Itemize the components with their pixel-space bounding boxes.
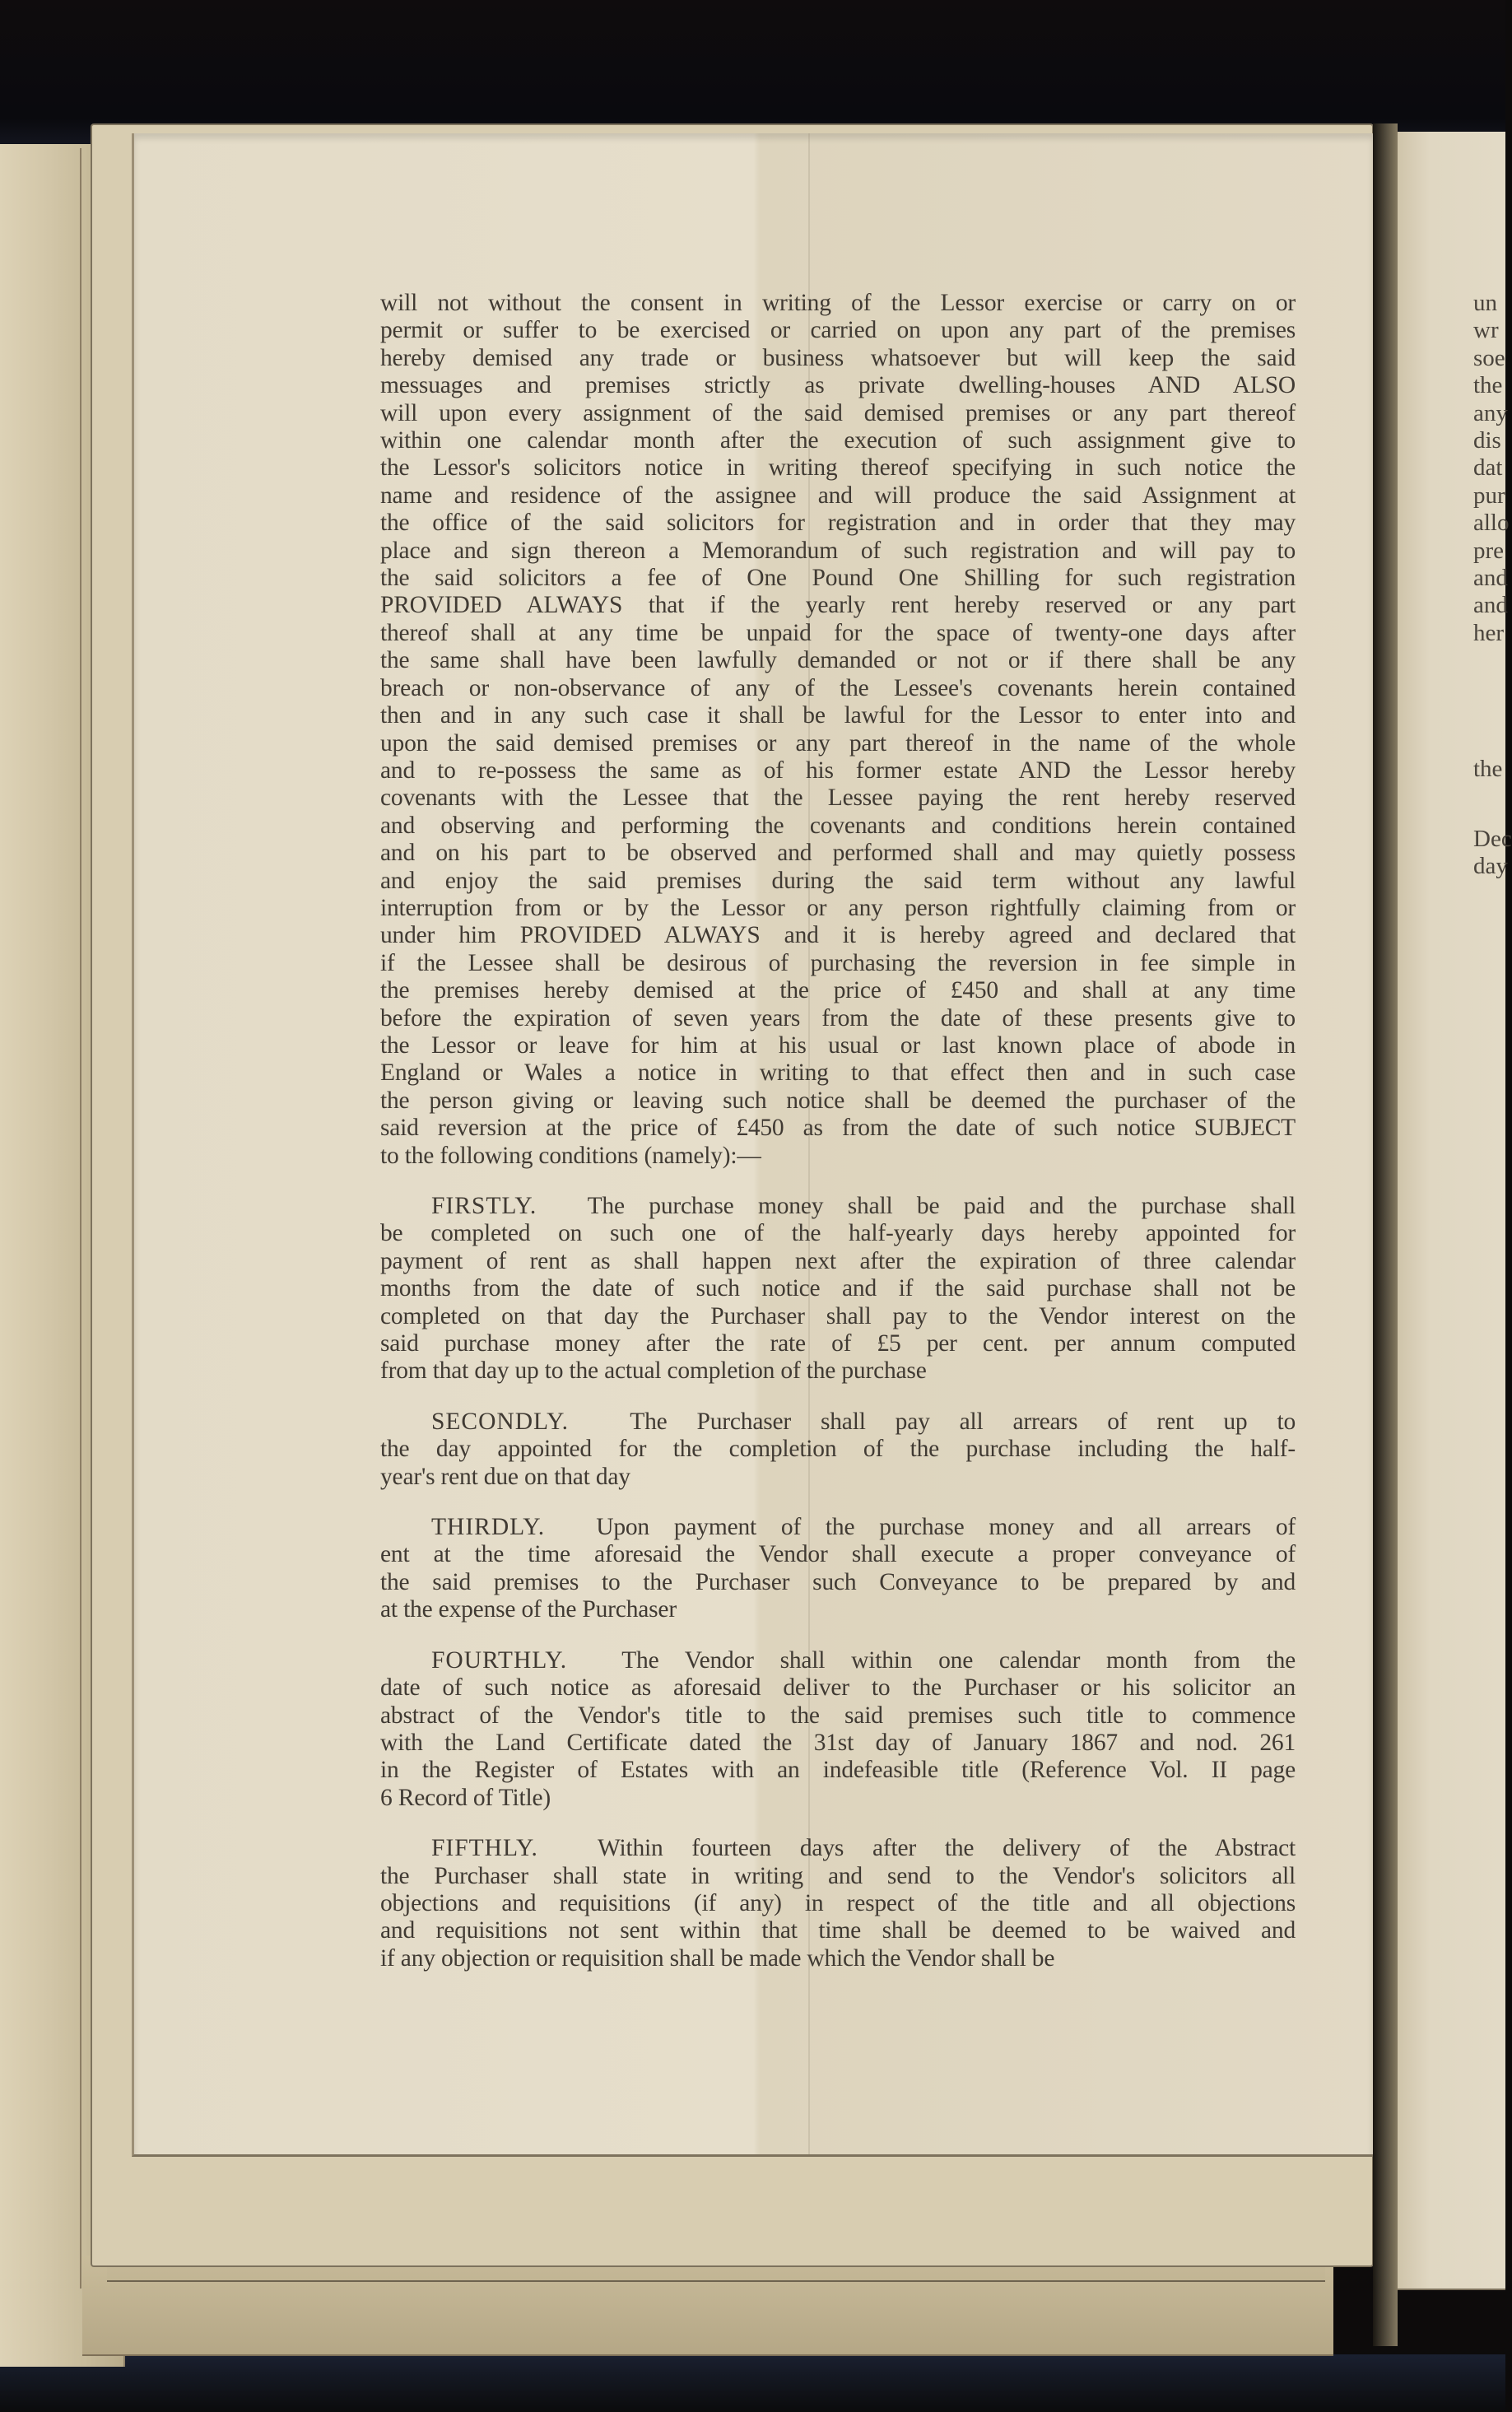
text-line: with the Land Certificate dated the 31st day of January 1867 and nod. 261: [380, 1729, 1296, 1756]
text-fragment: her: [1473, 619, 1505, 646]
text-line: and enjoy the said premises during the said term without any lawful: [380, 867, 1296, 894]
text-line: under him PROVIDED ALWAYS and it is hereby agreed and declared that: [380, 922, 1296, 949]
text-line: PROVIDED ALWAYS that if the yearly rent hereby reserved or any part: [380, 592, 1296, 619]
text-line: before the expiration of seven years from the date of these presents give to: [380, 1004, 1296, 1031]
text-line: if the Lessee shall be desirous of purchasing the reversion in fee simple in: [380, 949, 1296, 976]
text-line: messuages and premises strictly as private dwelling-houses AND ALSO: [380, 372, 1296, 399]
text-line: hereby demised any trade or business whatsoever but will keep the said: [380, 344, 1296, 371]
text-line: and on his part to be observed and performed shall and may quietly possess: [380, 840, 1296, 867]
condition-first-line: [380, 1514, 1296, 1541]
text-line: in the Register of Estates with an indefeasible title (Reference Vol. II page: [380, 1757, 1296, 1784]
text-line: the same shall have been lawfully demanded or not or if there shall be any: [380, 647, 1296, 674]
facing-page-text-block-1: [1473, 290, 1510, 647]
text-line: and to re-possess the same as of his former estate AND the Lessor hereby: [380, 757, 1296, 784]
text-line: abstract of the Vendor's title to the said premises such title to commence: [380, 1702, 1296, 1729]
text-line: said reversion at the price of £450 as from the date of such notice SUBJECT: [380, 1115, 1296, 1142]
condition-label: FOURTHLY.: [431, 1646, 622, 1674]
condition-fourthly: [380, 1647, 1296, 1812]
text-fragment: Dec: [1473, 826, 1512, 852]
condition-label: FIRSTLY.: [431, 1193, 588, 1219]
text-fragment: soe: [1473, 344, 1505, 371]
book-cover-bottom: [0, 2354, 1505, 2412]
text-line: the Purchaser shall state in writing and send to the Vendor's solicitors all: [380, 1862, 1296, 1889]
condition-secondly: [380, 1409, 1296, 1491]
text-line: will upon every assignment of the said demised premises or any part thereof: [380, 399, 1296, 426]
text-fragment: dat: [1473, 454, 1503, 482]
text-fragment: day: [1473, 853, 1508, 880]
text-line: England or Wales a notice in writing to that effect then and in such case: [380, 1059, 1296, 1087]
conditions-list: [380, 1193, 1296, 1972]
text-line: the said premises to the Purchaser such Conveyance to be prepared by and: [380, 1568, 1296, 1595]
text-line: if any objection or requisition shall be made which the Vendor shall be: [380, 1944, 1055, 1972]
opening-clause: [380, 290, 1296, 1170]
text-line: upon the said demised premises or any part thereof in the name of the whole: [380, 729, 1296, 757]
text-line: thereof shall at any time be unpaid for the space of twenty-one days after: [380, 619, 1296, 646]
condition-fifthly: [380, 1835, 1296, 1972]
text-line: the office of the said solicitors for registration and in order that they may: [380, 510, 1296, 537]
facing-page-text-block-3: [1473, 826, 1512, 881]
text-line: completed on that day the Purchaser shall pay to the Vendor interest on the: [380, 1302, 1296, 1329]
condition-label: FIFTHLY.: [431, 1835, 598, 1862]
text-fragment: pre: [1473, 537, 1505, 564]
text-line: 6 Record of Title): [380, 1784, 551, 1811]
text-fragment: un: [1473, 290, 1497, 316]
text-line: year's rent due on that day: [380, 1463, 630, 1490]
text-line: months from the date of such notice and if the said purchase shall not be: [380, 1275, 1296, 1302]
text-line: the premises hereby demised at the price of £450 and shall at any time: [380, 977, 1296, 1004]
text-line: name and residence of the assignee and will produce the said Assignment at: [380, 482, 1296, 509]
text-fragment: and: [1473, 592, 1508, 619]
text-fragment: dis: [1473, 427, 1501, 454]
text-line: from that day up to the actual completion of the purchase: [380, 1357, 927, 1385]
text-line: The Vendor shall within one calendar month from the: [621, 1646, 1296, 1674]
condition-first-line: [380, 1193, 1296, 1220]
text-line: be completed on such one of the half-yearly days hereby appointed for: [380, 1220, 1296, 1247]
facing-page-text-block-2: [1473, 756, 1502, 783]
text-line: the said solicitors a fee of One Pound One Shilling for such registration: [380, 565, 1296, 592]
text-fragment: and: [1473, 565, 1508, 592]
text-line: the day appointed for the completion of the purchase including the half-: [380, 1436, 1296, 1463]
condition-label: SECONDLY.: [431, 1408, 630, 1435]
text-line: payment of rent as shall happen next after the expiration of three calendar: [380, 1247, 1296, 1274]
condition-first-line: [380, 1409, 1296, 1436]
text-line: The Purchaser shall pay all arrears of rent up to: [630, 1408, 1296, 1435]
text-fragment: pur: [1473, 482, 1505, 509]
book-gutter: [1373, 123, 1398, 2346]
document-body: [380, 290, 1296, 1972]
text-line: permit or suffer to be exercised or carried on upon any part of the premises: [380, 317, 1296, 344]
text-fragment: the: [1473, 372, 1503, 399]
text-line: within one calendar month after the execution of such assignment give to: [380, 427, 1296, 454]
text-fragment: any: [1473, 399, 1508, 426]
text-line: and requisitions not sent within that time shall be deemed to be waived and: [380, 1917, 1296, 1944]
text-line: will not without the consent in writing of the Lessor exercise or carry on or: [380, 290, 1296, 316]
text-line: the Lessor's solicitors notice in writing thereof specifying in such notice the: [380, 454, 1296, 482]
text-line: ent at the time aforesaid the Vendor shall execute a proper conveyance of: [380, 1541, 1296, 1568]
text-line: interruption from or by the Lessor or any person rightfully claiming from or: [380, 894, 1296, 921]
text-line: said purchase money after the rate of £5 per cent. per annum computed: [380, 1330, 1296, 1357]
text-line: then and in any such case it shall be lawful for the Lessor to enter into and: [380, 702, 1296, 729]
text-line: covenants with the Lessee that the Lessee paying the rent hereby reserved: [380, 785, 1296, 812]
text-line: the Lessor or leave for him at his usual or last known place of abode in: [380, 1031, 1296, 1059]
text-line: breach or non-observance of any of the Lessee's covenants herein contained: [380, 674, 1296, 701]
condition-first-line: [380, 1647, 1296, 1674]
condition-firstly: [380, 1193, 1296, 1385]
text-line: to the following conditions (namely):—: [380, 1142, 761, 1169]
text-line: place and sign thereon a Memorandum of such registration and will pay to: [380, 537, 1296, 564]
condition-first-line: [380, 1835, 1296, 1862]
text-line: and observing and performing the covenants and conditions herein contained: [380, 812, 1296, 839]
text-line: Within fourteen days after the delivery of the Abstract: [597, 1835, 1296, 1862]
text-line: the person giving or leaving such notice shall be deemed the purchaser of the: [380, 1087, 1296, 1114]
condition-label: THIRDLY.: [431, 1514, 597, 1541]
text-line: objections and requisitions (if any) in respect of the title and all objections: [380, 1889, 1296, 1916]
text-line: The purchase money shall be paid and the purchase shall: [587, 1193, 1296, 1219]
text-fragment: allo: [1473, 510, 1510, 537]
condition-thirdly: [380, 1514, 1296, 1624]
text-fragment: wr: [1473, 317, 1499, 344]
text-line: date of such notice as aforesaid deliver to the Purchaser or his solicitor an: [380, 1674, 1296, 1702]
text-line: at the expense of the Purchaser: [380, 1596, 677, 1623]
text-line: Upon payment of the purchase money and all arrears of: [596, 1514, 1296, 1541]
text-fragment: the: [1473, 756, 1503, 782]
